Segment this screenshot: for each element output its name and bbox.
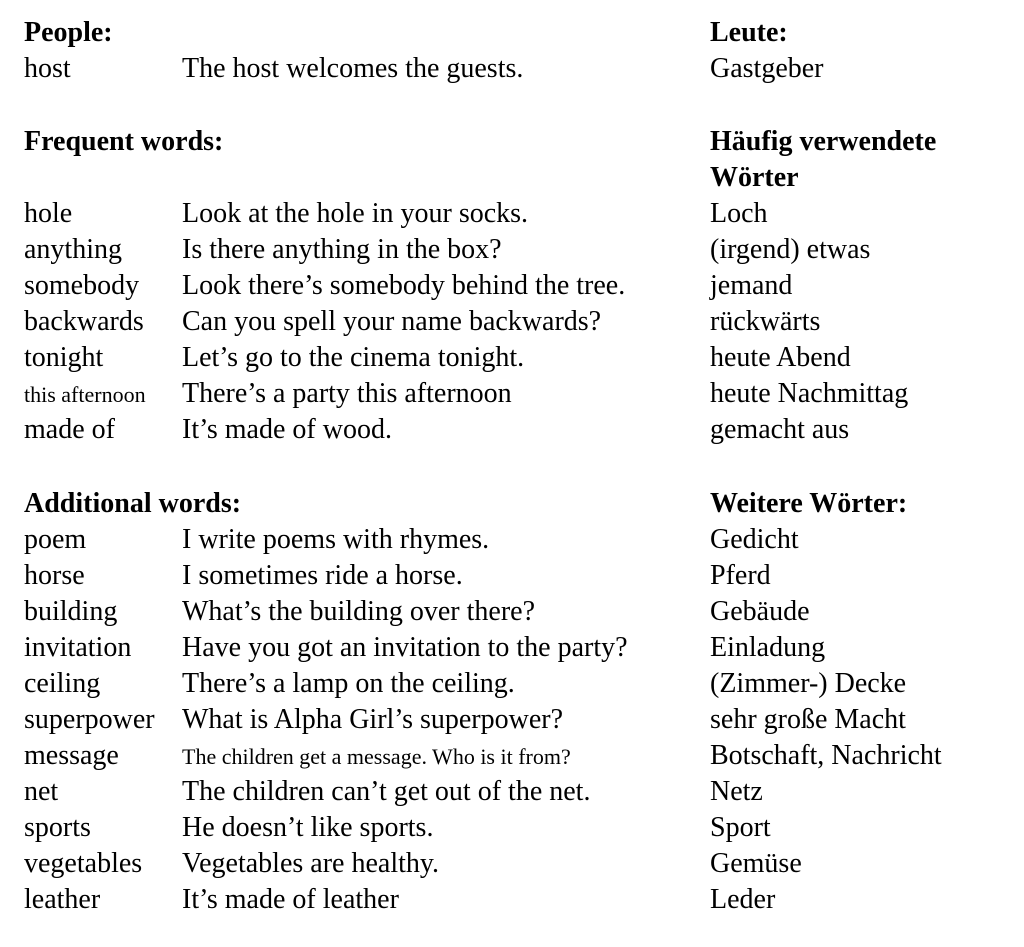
- vocab-row: [24, 412, 1004, 448]
- vocab-row: [24, 594, 1004, 630]
- vocab-word: building: [24, 596, 118, 627]
- vocab-translation: Pferd: [710, 560, 771, 591]
- vocab-translation: Einladung: [710, 632, 826, 663]
- vocab-sentence: I sometimes ride a horse.: [182, 560, 463, 591]
- vocab-word: vegetables: [24, 848, 143, 879]
- vocab-word: this afternoon: [24, 382, 146, 407]
- vocab-word: invitation: [24, 632, 132, 663]
- vocab-word: backwards: [24, 306, 144, 337]
- people-heading-en: People:: [24, 17, 113, 48]
- vocab-sentence: What’s the building over there?: [182, 596, 535, 627]
- vocab-translation: Botschaft, Nachricht: [710, 740, 942, 771]
- vocab-word: leather: [24, 884, 101, 915]
- vocab-word: sports: [24, 812, 91, 843]
- vocab-word: tonight: [24, 342, 104, 373]
- vocab-row: [24, 738, 1004, 774]
- vocab-translation: Sport: [710, 812, 771, 843]
- vocab-translation: jemand: [710, 270, 793, 301]
- vocab-translation: Gemüse: [710, 848, 802, 879]
- vocab-word: net: [24, 776, 59, 807]
- vocab-sentence: The children can’t get out of the net.: [182, 776, 591, 807]
- vocab-sentence: There’s a party this afternoon: [182, 378, 512, 409]
- vocab-sentence: Can you spell your name backwards?: [182, 306, 602, 337]
- vocab-row: [24, 522, 1004, 558]
- additional-words-section: [24, 486, 1004, 918]
- vocab-sentence: What is Alpha Girl’s superpower?: [182, 704, 564, 735]
- vocab-row: [24, 232, 1004, 268]
- people-section: [24, 15, 1004, 87]
- vocab-row: [24, 340, 1004, 376]
- vocab-word: poem: [24, 524, 87, 555]
- vocab-row: [24, 882, 1004, 918]
- vocab-word: host: [24, 53, 71, 84]
- frequent-heading-de: Häufig verwendete Wörter: [710, 126, 937, 193]
- vocab-sentence: It’s made of leather: [182, 884, 399, 915]
- vocab-translation: heute Abend: [710, 342, 851, 373]
- vocab-word: message: [24, 740, 119, 771]
- vocab-word: somebody: [24, 270, 140, 301]
- vocab-row: [24, 666, 1004, 702]
- vocab-row: [24, 774, 1004, 810]
- vocab-word: horse: [24, 560, 85, 591]
- vocab-word: hole: [24, 198, 73, 229]
- vocab-sentence: It’s made of wood.: [182, 414, 392, 445]
- additional-heading-en: Additional words:: [24, 488, 242, 519]
- vocab-translation: sehr große Macht: [710, 704, 906, 735]
- frequent-heading-en: Frequent words:: [24, 126, 224, 157]
- vocab-translation: rückwärts: [710, 306, 821, 337]
- vocab-row: [24, 51, 1004, 87]
- people-heading-de: Leute:: [710, 17, 788, 48]
- vocab-sentence: Have you got an invitation to the party?: [182, 632, 628, 663]
- vocab-translation: gemacht aus: [710, 414, 850, 445]
- vocab-sentence: Let’s go to the cinema tonight.: [182, 342, 525, 373]
- vocab-translation: Gastgeber: [710, 53, 824, 84]
- vocab-row: [24, 630, 1004, 666]
- vocab-sentence: The children get a message. Who is it from?: [182, 744, 571, 769]
- vocab-row: [24, 810, 1004, 846]
- vocab-translation: (Zimmer-) Decke: [710, 668, 907, 699]
- vocab-sentence: There’s a lamp on the ceiling.: [182, 668, 515, 699]
- additional-heading-de: Weitere Wörter:: [710, 488, 908, 519]
- vocab-translation: (irgend) etwas: [710, 234, 871, 265]
- vocab-sentence: The host welcomes the guests.: [182, 53, 524, 84]
- vocab-word: superpower: [24, 704, 155, 735]
- vocab-sentence: He doesn’t like sports.: [182, 812, 434, 843]
- vocab-row: [24, 376, 1004, 412]
- vocab-word: made of: [24, 414, 115, 445]
- vocab-row: [24, 846, 1004, 882]
- vocab-sentence: Is there anything in the box?: [182, 234, 502, 265]
- vocab-sentence: I write poems with rhymes.: [182, 524, 490, 555]
- vocab-row: [24, 558, 1004, 594]
- vocab-row: [24, 268, 1004, 304]
- additional-heading-row: [24, 486, 1004, 522]
- vocab-translation: Gedicht: [710, 524, 799, 555]
- frequent-heading-row: [24, 124, 1004, 196]
- vocab-row: [24, 702, 1004, 738]
- vocab-translation: Netz: [710, 776, 763, 807]
- vocab-sentence: Vegetables are healthy.: [182, 848, 440, 879]
- people-heading-row: [24, 15, 1004, 51]
- vocab-row: [24, 304, 1004, 340]
- vocab-row: [24, 196, 1004, 232]
- vocab-translation: Loch: [710, 198, 768, 229]
- frequent-words-section: [24, 124, 1004, 448]
- vocab-sentence: Look there’s somebody behind the tree.: [182, 270, 626, 301]
- vocab-sentence: Look at the hole in your socks.: [182, 198, 529, 229]
- vocab-word: anything: [24, 234, 122, 265]
- vocab-translation: heute Nachmittag: [710, 378, 909, 409]
- vocab-translation: Leder: [710, 884, 776, 915]
- vocab-translation: Gebäude: [710, 596, 810, 627]
- vocab-word: ceiling: [24, 668, 101, 699]
